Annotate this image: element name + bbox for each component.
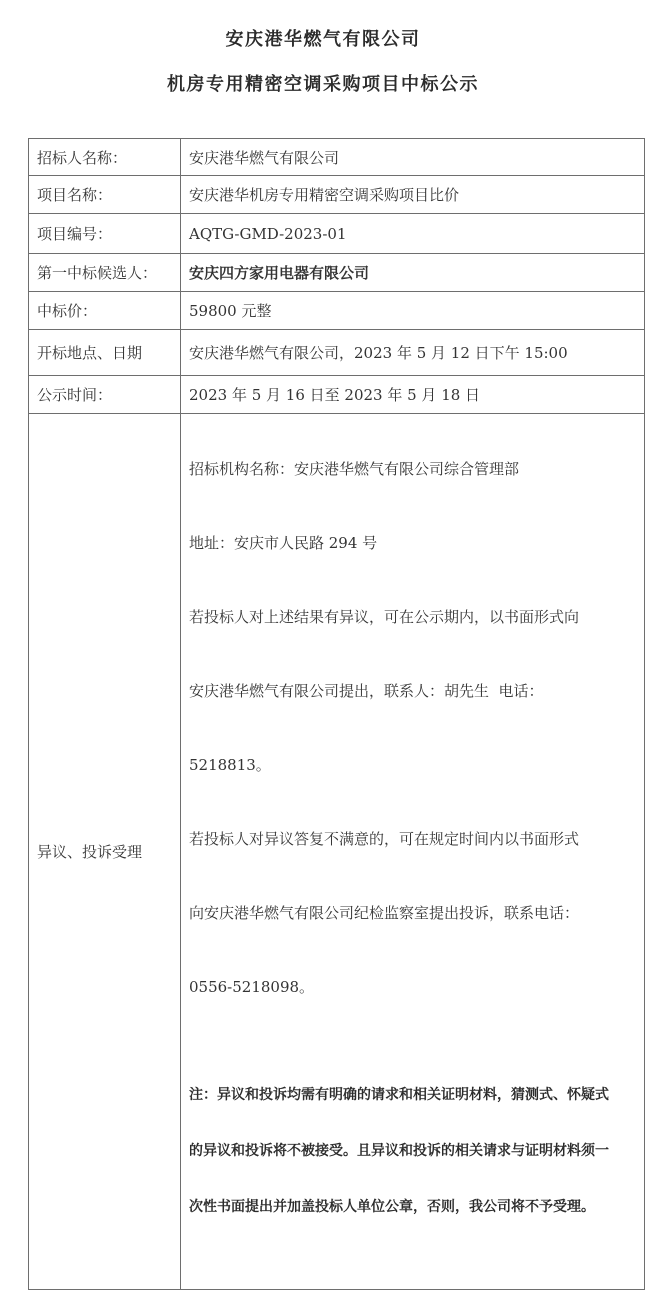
objection-note-line: 次性书面提出并加盖投标人单位公章，否则，我公司将不予受理。 [189, 1199, 595, 1215]
table-row-project-name [29, 176, 645, 214]
table-row-project-number [29, 214, 645, 254]
row-value: 59800 元整 [181, 292, 645, 330]
objection-line: 若投标人对上述结果有异议，可在公示期内，以书面形式向 [189, 608, 580, 626]
table-row-first-candidate [29, 254, 645, 292]
row-label: 项目编号： [29, 214, 181, 254]
table-row-objection-handling [29, 414, 645, 1290]
objection-line: 0556-5218098。 [189, 978, 315, 996]
row-value: 2023 年 5 月 16 日至 2023 年 5 月 18 日 [181, 376, 645, 414]
objection-note-line: 的异议和投诉将不被接受。且异议和投诉的相关请求与证明材料须一 [189, 1143, 609, 1159]
row-label: 公示时间： [29, 376, 181, 414]
row-value: 安庆港华燃气有限公司，2023 年 5 月 12 日下午 15:00 [181, 330, 645, 376]
row-label: 招标人名称： [29, 139, 181, 176]
table-row-bidder-name [29, 139, 645, 176]
objection-note [189, 1049, 638, 1253]
objection-line: 若投标人对异议答复不满意的，可在规定时间内以书面形式 [189, 830, 580, 848]
document-title: 安庆港华燃气有限公司 [225, 29, 421, 50]
objection-note-line: 注：异议和投诉均需有明确的请求和相关证明材料，猜测式、怀疑式 [189, 1087, 609, 1103]
row-value: 安庆港华燃气有限公司 [181, 139, 645, 176]
table-row-opening-place-date [29, 330, 645, 376]
row-value: 安庆港华机房专用精密空调采购项目比价 [181, 176, 645, 214]
table-row-publicity-period [29, 376, 645, 414]
row-label: 项目名称： [29, 176, 181, 214]
table-row-winning-price [29, 292, 645, 330]
row-label: 中标价： [29, 292, 181, 330]
objection-line: 地址：安庆市人民路 294 号 [189, 534, 378, 552]
row-label: 开标地点、日期 [29, 330, 181, 376]
document-subtitle: 机房专用精密空调采购项目中标公示 [167, 74, 479, 95]
objection-line: 向安庆港华燃气有限公司纪检监察室提出投诉，联系电话： [189, 904, 580, 922]
row-value: AQTG-GMD-2023-01 [181, 214, 645, 254]
objection-line: 招标机构名称：安庆港华燃气有限公司综合管理部 [189, 460, 520, 478]
objection-content [181, 414, 645, 1290]
row-label: 异议、投诉受理 [29, 414, 181, 1290]
objection-line: 安庆港华燃气有限公司提出，联系人：胡先生 电话： [189, 682, 544, 700]
row-label: 第一中标候选人： [29, 254, 181, 292]
bid-announcement-table [28, 138, 645, 1290]
objection-line: 5218813。 [189, 756, 271, 774]
row-value: 安庆四方家用电器有限公司 [181, 254, 645, 292]
